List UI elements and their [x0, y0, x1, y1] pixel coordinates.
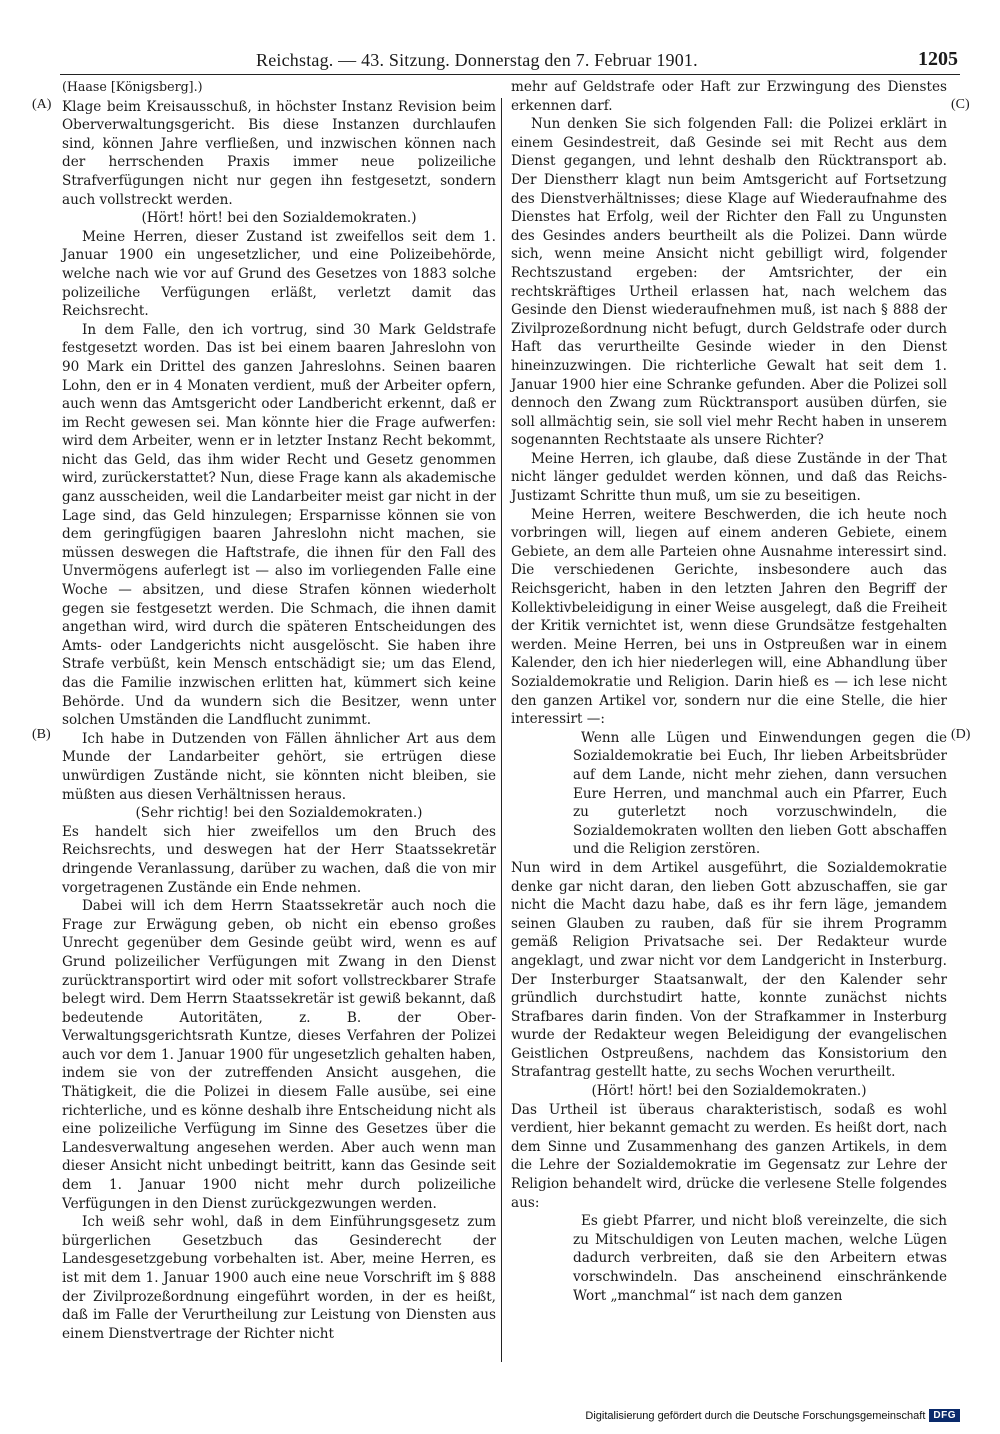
running-header [60, 48, 960, 72]
paragraph: In dem Falle, den ich vortrug, sind 30 Mark Geldstrafe festgesetzt worden. Das ist bei einem baaren Jahreslohn von 90 Mark ein Drittel des ganzen Jahreslohns. Seinen baaren Lohn, den er in 4 Monaten verdient, muß der Arbeiter opfern, auch wenn das Amtsgericht oder Landbericht erkennt, daß er im Recht gewesen sei. Man könnte hier die Frage aufwerfen: wird dem Arbeiter, wenn er in letzter Instanz Recht bekommt, nicht das Geld, das ihm wider Recht und Gesetz genommen wird, zurückerstattet? Nun, diese Frage kann als akademische ganz ausscheiden, weil die Landarbeiter meist gar nicht in der Lage sind, das Geld hinzulegen; Ersparnisse können sie von dem geringfügigen baaren Jahreslohn nicht machen, sie müssen deswegen die Haftstrafe, die ihnen für den Fall des Unvermögens auferlegt ist — also im vorliegenden Falle eine Woche — absitzen, und diese Strafen können wiederholt gegen sie festgesetzt werden. Die Schmach, die ihnen damit angethan wird, wird durch die späteren Entscheidungen des Amts- oder Landgerichts nicht ausgelöscht. Sie haben ihre Strafe verbüßt, kein Mensch entschädigt sie; um das Elend, das die Familie inzwischen erlitten hat, kümmert sich keine Behörde. Und da wundern sich die Besitzer, wenn unter solchen Umständen die Landflucht zunimmt. [62, 321, 496, 729]
block-quote: Es giebt Pfarrer, und nicht bloß vereinzelte, die sich zu Mitschuldigen von Leuten machen, welche Lügen dadurch verbreiten, daß sie den Arbeitern etwas vorschwindeln. Das anscheinend einschränkende Wort „manchmal“ ist nach dem ganzen [573, 1213, 947, 1304]
paragraph: Das Urtheil ist überaus charakteristisch, sodaß es wohl verdient, hier bekannt gemacht zu werden. Es heißt dort, nach dem Sinne und Zusammenhang des ganzen Artikels, in dem die Lehre der Sozialdemokratie im Gegensatz zur Lehre der Religion behandelt wird, drücke die verlesene Stelle folgendes aus: [511, 1101, 947, 1211]
footer-text: Digitalisierung gefördert durch die Deutsche Forschungsgemeinschaft [585, 1409, 926, 1422]
left-column [62, 78, 496, 1343]
paragraph: Ich weiß sehr wohl, daß in dem Einführungsgesetz zum bürgerlichen Gesetzbuch das Gesinderecht der Landesgesetzgebung vorbehalten ist. Aber, meine Herren, es ist mit dem 1. Januar 1900 auch eine neue Vorschrift im § 888 der Zivilprozeßordnung eingeführt worden, in der es heißt, daß im Falle der Verurtheilung zur Leistung von Diensten aus einem Dienstvertrage der Richter nicht [62, 1214, 496, 1342]
paragraph: Ich habe in Dutzenden von Fällen ähnlicher Art aus dem Munde der Landarbeiter gehört, sie ertrügen diese unwürdigen Zustände nicht, sie könnten nicht bleiben, sie müßten aus diesen Verhältnissen heraus. [62, 730, 496, 803]
margin-marker-d: (D) [951, 727, 971, 742]
paragraph: Meine Herren, weitere Beschwerden, die ich heute noch vorbringen will, liegen auf einem anderen Gebiete, einem Gebiete, an dem alle Parteien ohne Ausnahme interessirt sind. Die verschiedenen Gerichte, insbesondere auch das Reichsgericht, haben in den letzten Jahren den Begriff der Kollektivbeleidigung in einer Weise ausgelegt, daß die Freiheit der Kritik vernichtet ist, wenn diese Grundsätze festgehalten werden. Meine Herren, bei uns in Ostpreußen war in einem Kalender, den ich hier niederlegen will, eine Abhandlung über Sozialdemokratie und Religion. Darin hieß es — ich lese nicht den ganzen Artikel vor, sondern nur die eine Stelle, die hier interessirt —: [511, 506, 947, 728]
block-quote: Wenn alle Lügen und Einwendungen gegen die Sozialdemokratie bei Euch, Ihr lieben Arbeitsbrüder auf dem Lande, nicht mehr ziehen, dann versuchen Eure Herren, und manchmal auch ein Pfarrer, Euch zu guterletzt noch vorzuschwindeln, die Sozialdemokraten wollten den lieben Gott abschaffen und die Religion zerstören. [573, 729, 947, 858]
right-column [511, 78, 947, 1305]
interjection: (Hört! hört! bei den Sozialdemokraten.) [141, 210, 417, 227]
paragraph: Meine Herren, ich glaube, daß diese Zustände in der That nicht länger geduldet werden können, und daß das Reichs-Justizamt Schritte thun muß, um sie zu beseitigen. [511, 450, 947, 505]
interjection: (Sehr richtig! bei den Sozialdemokraten.) [135, 805, 423, 822]
paragraph: Nun wird in dem Artikel ausgeführt, die Sozialdemokratie denke gar nicht daran, den lieben Gott abzuschaffen, sie gar nicht die Macht dazu habe, daß es ihr fern läge, jemandem seinen Glauben zu rauben, daß für sie ihrem Programm gemäß Religion Privatsache sei. Der Redakteur wurde angeklagt, und zwar nicht vor dem Landgericht in Insterburg. Der Insterburger Staatsanwalt, der den Kalender sehr gründlich durchstudirt hatte, konnte zunächst nichts Strafbares darin finden. Von der Strafkammer in Insterburg wurde der Redakteur wegen Beleidigung der evangelischen Geistlichen Ostpreußens, nachdem das Konsistorium den Strafantrag gestellt hatte, zu sechs Wochen verurtheilt. [511, 859, 947, 1081]
paragraph: Klage beim Kreisausschuß, in höchster Instanz Revision beim Oberverwaltungsgericht. Bis diese Instanzen durchlaufen sind, können Jahre verfließen, und inzwischen können nach der herrschenden Praxis immer neue polizeiliche Strafverfügungen nicht nur gegen ihn festgesetzt, sondern auch vollstreckt werden. [62, 98, 496, 208]
header-title: Reichstag. — 43. Sitzung. Donnerstag den 7. Februar 1901. [256, 50, 698, 70]
page-number: 1205 [918, 48, 958, 70]
paragraph: Es handelt sich hier zweifellos um den Bruch des Reichsrechts, und deswegen hat der Herr Staatssekretär dringende Veranlassung, darüber zu wachen, daß die von mir vorgetragenen Zustände ein Ende nehmen. [62, 823, 496, 896]
paragraph: mehr auf Geldstrafe oder Haft zur Erzwingung des Dienstes erkennen darf. [511, 79, 947, 114]
margin-marker-a: (A) [32, 97, 52, 112]
margin-marker-b: (B) [32, 727, 51, 742]
column-divider [501, 98, 502, 1362]
paragraph: Dabei will ich dem Herrn Staatssekretär auch noch die Frage zur Erwägung geben, ob nicht ein ebenso großes Unrecht gegenüber dem Gesinde geübt wird, wenn es auf Grund polizeilicher Verfügungen mit Zwang in den Dienst zurücktransportirt wird oder mit sofort vollstreckbarer Strafe belegt wird. Dem Herrn Staatssekretär ist gewiß bekannt, daß bedeutende Autoritäten, z. B. der Ober-Verwaltungsgerichtsrath Kuntze, dieses Verfahren der Polizei auch vor dem 1. Januar 1900 für ungesetzlich gehalten haben, indem sie von der zutreffenden Ansicht ausgehen, die Thätigkeit, die die Polizei in diesem Falle ausübe, sei eine richterliche, und es könne deshalb ihre Entscheidung nicht als eine polizeiliche Verfügung im Sinne des Gesetzes über die Landesverwaltung angesehen werden. Aber auch wenn man dieser Ansicht nicht unbedingt beitritt, kann das Gesinde seit dem 1. Januar 1900 nicht mehr durch polizeiliche Verfügungen in den Dienst zurückgezwungen werden. [62, 898, 496, 1212]
digitization-credit [585, 1409, 960, 1422]
header-rule [60, 74, 960, 75]
margin-marker-c: (C) [951, 97, 970, 112]
speaker-label: (Haase [Königsberg].) [62, 79, 203, 94]
paragraph: Nun denken Sie sich folgenden Fall: die Polizei erklärt in einem Gesindestreit, daß Gesinde sei mit Recht aus dem Dienst gegangen, und lehnt deshalb den Rücktransport ab. Der Dienstherr klagt nun beim Amtsgericht auf Fortsetzung des Dienstverhältnisses; diese Klage auf Wiederaufnahme des Dienstes hat Erfolg, weil der Richter den Fall zu Ungunsten des Gesindes anders beurtheilt als die Polizei. Dann würde sich, wenn meine Ansicht nicht gebilligt wird, folgender Rechtszustand ergeben: der Amtsrichter, der ein rechtskräftiges Urtheil erlassen hat, nach welchem das Gesinde den Dienst wiederaufnehmen muß, ist nach § 888 der Zivilprozeßordnung nicht befugt, durch Geldstrafe oder durch Haft das verurtheilte Gesinde wieder in den Dienst hineinzuzwingen. Die richterliche Gewalt hat seit dem 1. Januar 1900 hier eine Schranke gefunden. Aber die Polizei soll dennoch den Zwang zum Rücktransport ausüben dürfen, sie soll allmächtig sein, sie soll viel mehr Recht haben in unserem sogenannten Rechtstaate als unsere Richter? [511, 116, 947, 449]
dfg-logo-icon: DFG [929, 1409, 960, 1422]
interjection: (Hört! hört! bei den Sozialdemokraten.) [591, 1083, 867, 1100]
paragraph: Meine Herren, dieser Zustand ist zweifellos seit dem 1. Januar 1900 ein ungesetzlicher, und eine Polizeibehörde, welche nach wie vor auf Grund des Gesetzes von 1883 solche polizeiliche Verfügungen erläßt, verletzt damit das Reichsrecht. [62, 228, 496, 320]
